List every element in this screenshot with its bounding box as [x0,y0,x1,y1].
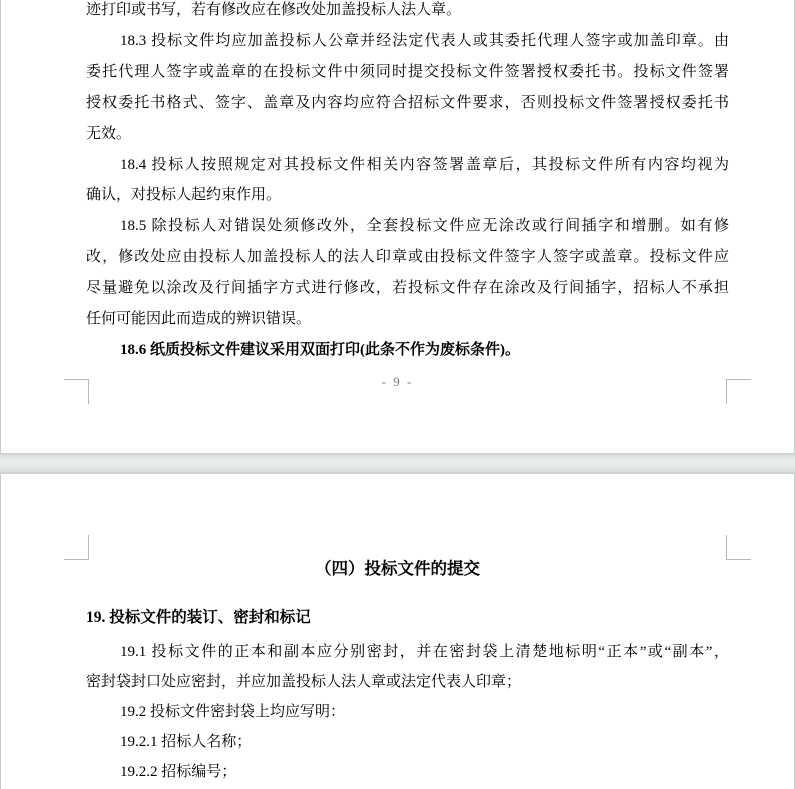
text-line: 尽量避免以涂改及行间插字方式进行修改，若投标文件存在涂改及行间插字，招标人不承担 [86,280,729,297]
text-line: 委托代理人签字或盖章的在投标文件中须同时提交投标文件签署授权委托书。投标文件签署 [86,63,729,80]
text-line: 改，修改处应由投标人加盖投标人的法人印章或由投标文件签字人签字或盖章。投标文件应 [86,249,729,266]
text-line: 18.3 投标文件均应加盖投标人公章并经法定代表人或其委托代理人签字或加盖印章。由 [120,32,729,49]
text-line: 19.1 投标文件的正本和副本应分别密封，并在密封袋上清楚地标明“正本”或“副本”， [120,644,729,660]
page10-body-text [86,637,729,787]
text-line: 18.6 纸质投标文件建议采用双面打印(此条不作为废标条件)。 [120,341,520,358]
page-gap [0,453,795,474]
text-line: 任何可能因此而造成的辨识错误。 [86,311,312,328]
text-line: 授权委托书格式、签字、盖章及内容均应符合招标文件要求，否则投标文件签署授权委托书 [86,94,729,111]
text-line: 18.5 除投标人对错误处须修改外，全套投标文件应无涂改或行间插字和增删。如有修 [120,218,729,235]
document-page-10 [0,474,795,789]
text-line: 无效。 [86,125,132,142]
text-line: 确认，对投标人起约束作用。 [86,187,282,204]
text-line: 18.4 投标人按照规定对其投标文件相关内容签署盖章后，其投标文件所有内容均视为 [120,156,729,173]
page-number-footer: - 9 - [381,374,414,389]
clause-heading: 19. 投标文件的装订、密封和标记 [86,609,311,626]
text-line: 迹打印或书写，若有修改应在修改处加盖投标人法人章。 [86,2,462,18]
page9-body-text [86,0,729,366]
text-line: 19.2.2 招标编号； [120,764,237,781]
text-line: 密封袋封口处应密封，并应加盖投标人法人章或法定代表人印章； [86,674,522,691]
text-line: 19.2 投标文件密封袋上均应写明： [120,704,346,721]
text-line: 19.2.1 招标人名称； [120,734,252,751]
section-heading: （四）投标文件的提交 [315,559,480,578]
